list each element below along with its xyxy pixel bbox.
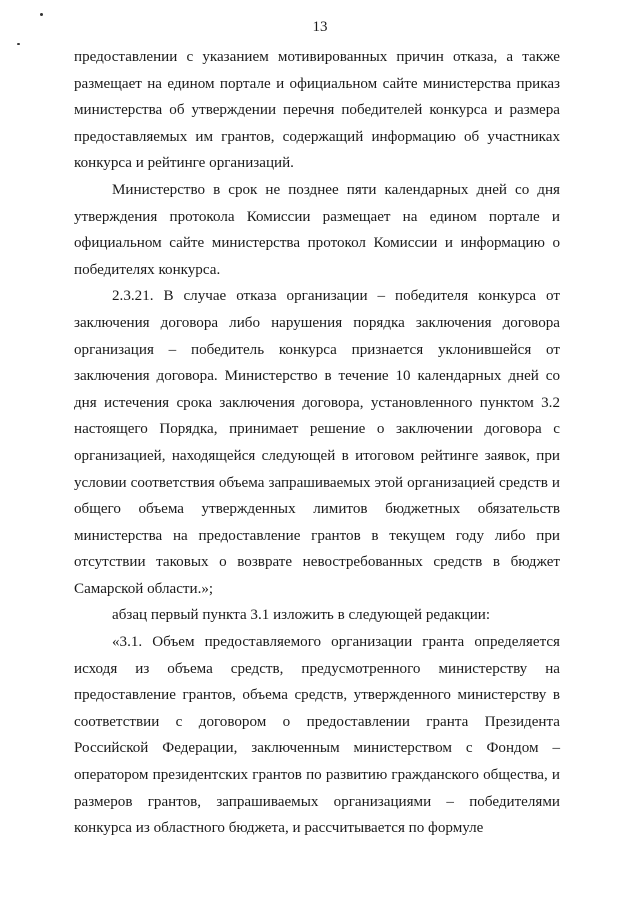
paragraph-ministry-publication: Министерство в срок не позднее пяти календарных дней со дня утверждения протокола Комиссии размещает на едином портале и официальном сайте министерства протокол Комиссии и информацию о победителях конкурса.	[74, 181, 560, 278]
scan-speck	[40, 13, 43, 16]
paragraph-3-1: «3.1. Объем предоставляемого организации гранта определяется исходя из объема средств, предусмотренного министерству на предоставление грантов, объема средств, утвержденного министерству в соответствии с договором о предоставлении гранта Президента Российской Федерации, заключенным министерством с Фондом – оператором президентских грантов по развитию гражданского общества, и размеров грантов, запрашиваемых организациями – победителями конкурса из областного бюджета, и рассчитывается по формуле	[74, 634, 560, 837]
document-body	[74, 44, 560, 842]
page-number: 13	[312, 19, 328, 35]
paragraph-continuation: предоставлении с указанием мотивированных причин отказа, а также размещает на едином портале и официальном сайте министерства приказ министерства об утверждении перечня победителей конкурса и размера предоставляемых им грантов, содержащий информацию об участниках конкурса и рейтинге организаций.	[74, 49, 560, 172]
scan-speck	[17, 43, 20, 45]
paragraph-amendment-intro: абзац первый пункта 3.1 изложить в следующей редакции:	[112, 607, 491, 624]
paragraph-2-3-21: 2.3.21. В случае отказа организации – победителя конкурса от заключения договора либо нарушения порядка заключения договора организация – победитель конкурса признается уклонившейся от заключения договора. Министерство в течение 10 календарных дней со дня истечения срока заключения договора, установленного пунктом 3.2 настоящего Порядка, принимает решение о заключении договора с организацией, находящейся следующей в итоговом рейтинге заявок, при условии соответствия объема запрашиваемых этой организацией средств и общего объема утвержденных лимитов бюджетных обязательств министерства на предоставление грантов в текущем году либо при отсутствии таковых о возврате невостребованных средств в бюджет Самарской области.»;	[74, 288, 560, 597]
